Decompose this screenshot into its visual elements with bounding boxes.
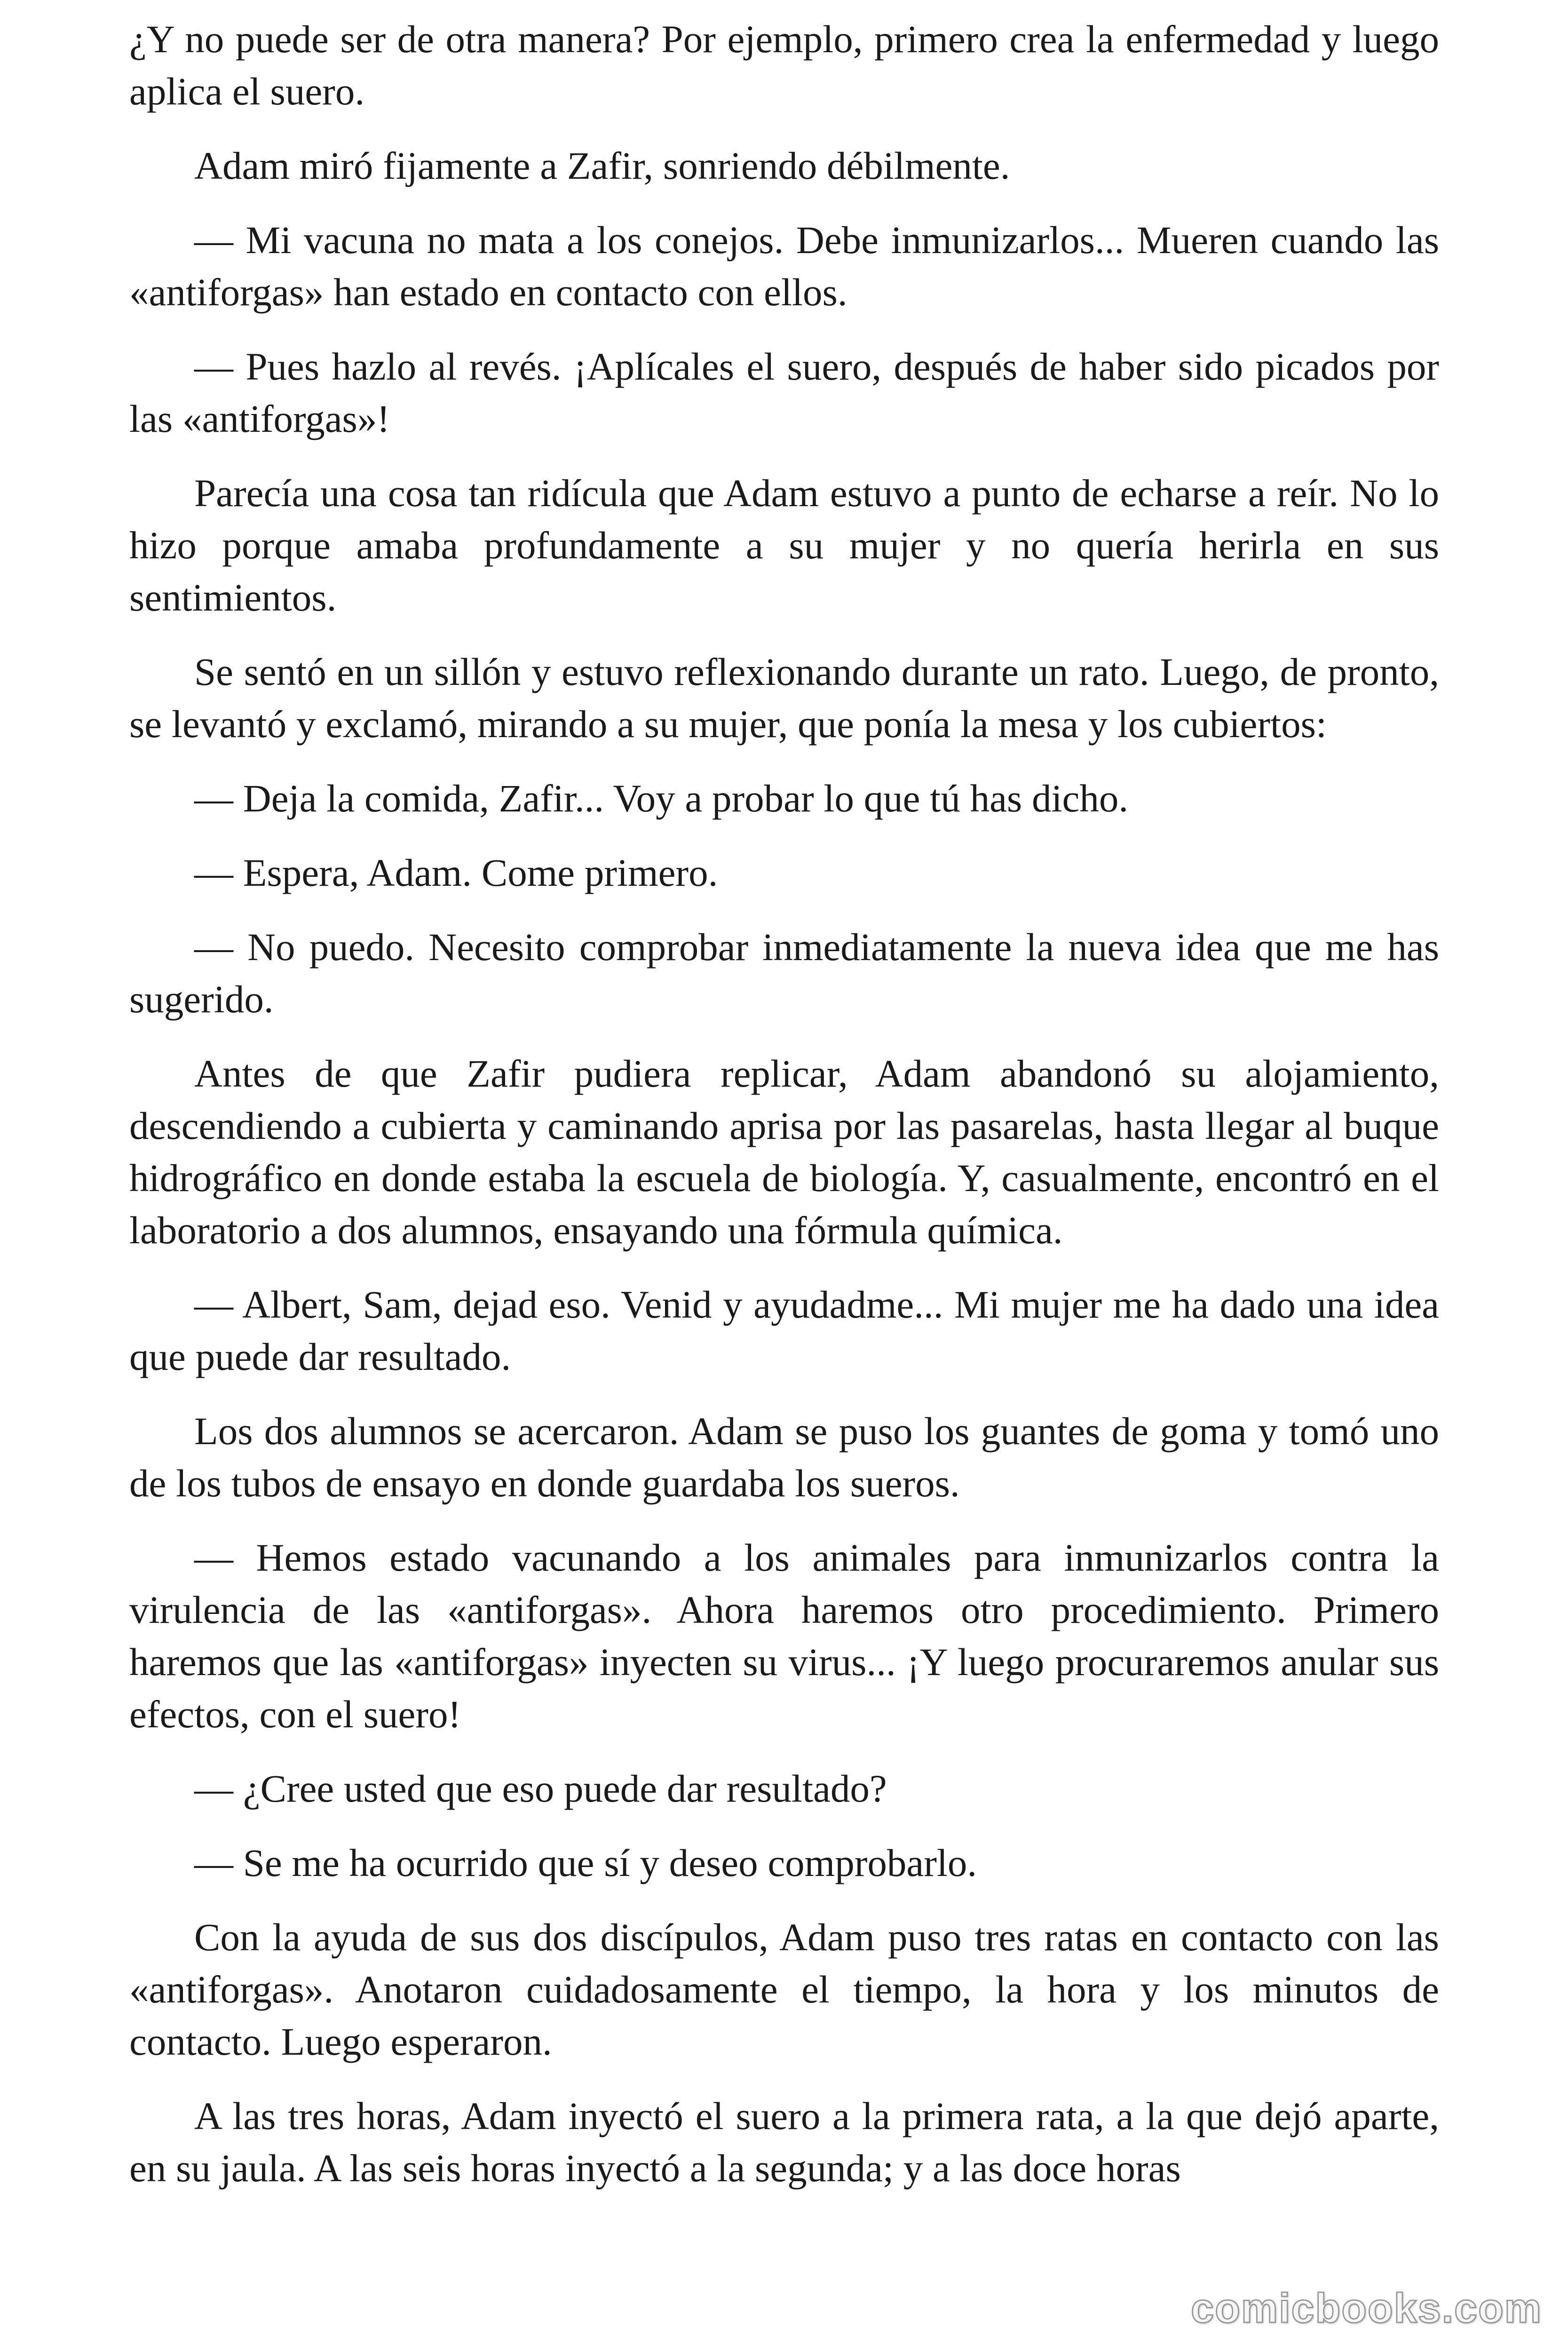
paragraph: A las tres horas, Adam inyectó el suero a la primera rata, a la que dejó aparte, en su jaula. A las seis horas inyectó a la segunda; y a las doce horas (129, 2094, 1439, 2190)
paragraph: Se sentó en un sillón y estuvo reflexionando durante un rato. Luego, de pronto, se levantó y exclamó, mirando a su mujer, que ponía la mesa y los cubiertos: (129, 650, 1439, 746)
paragraph: — Deja la comida, Zafir... Voy a probar lo que tú has dicho. (194, 777, 1129, 820)
paragraph: Parecía una cosa tan ridícula que Adam estuvo a punto de echarse a reír. No lo hizo porque amaba profundamente a su mujer y no quería herirla en sus sentimientos. (129, 471, 1439, 619)
paragraph: Con la ayuda de sus dos discípulos, Adam puso tres ratas en contacto con las «antiforgas». Anotaron cuidadosamente el tiempo, la hora y los minutos de contacto. Luego esperaron. (129, 1915, 1439, 2063)
paragraph: — Mi vacuna no mata a los conejos. Debe inmunizarlos... Mueren cuando las «antiforgas» han estado en contacto con ellos. (129, 218, 1439, 314)
paragraph: — No puedo. Necesito comprobar inmediatamente la nueva idea que me has sugerido. (129, 925, 1439, 1021)
paragraph: Los dos alumnos se acercaron. Adam se puso los guantes de goma y tomó uno de los tubos de ensayo en donde guardaba los sueros. (129, 1409, 1439, 1505)
paragraph: ¿Y no puede ser de otra manera? Por ejemplo, primero crea la enfermedad y luego aplica el suero. (129, 17, 1439, 113)
paragraph: — Se me ha ocurrido que sí y deseo comprobarlo. (194, 1841, 977, 1884)
paragraph: Adam miró fijamente a Zafir, sonriendo débilmente. (194, 144, 1010, 187)
paragraph: — Hemos estado vacunando a los animales para inmunizarlos contra la virulencia de las «antiforgas». Ahora haremos otro procedimiento. Primero haremos que las «antiforgas» inyecten su virus... ¡Y luego procuraremos anular sus efectos, con el suero! (129, 1536, 1439, 1736)
paragraph: Antes de que Zafir pudiera replicar, Adam abandonó su alojamiento, descendiendo a cubierta y caminando aprisa por las pasarelas, hasta llegar al buque hidrográfico en donde estaba la escuela de biología. Y, casualmente, encontró en el laboratorio a dos alumnos, ensayando una fórmula química. (129, 1052, 1439, 1252)
paragraph: — Espera, Adam. Come primero. (194, 851, 718, 894)
watermark: comicbooks.com (1191, 2285, 1542, 2331)
document-page (129, 13, 1439, 2194)
paragraph: — Albert, Sam, dejad eso. Venid y ayudadme... Mi mujer me ha dado una idea que puede dar resultado. (129, 1283, 1439, 1378)
paragraph: — Pues hazlo al revés. ¡Aplícales el suero, después de haber sido picados por las «antiforgas»! (129, 345, 1439, 440)
paragraph: — ¿Cree usted que eso puede dar resultado? (194, 1767, 887, 1810)
